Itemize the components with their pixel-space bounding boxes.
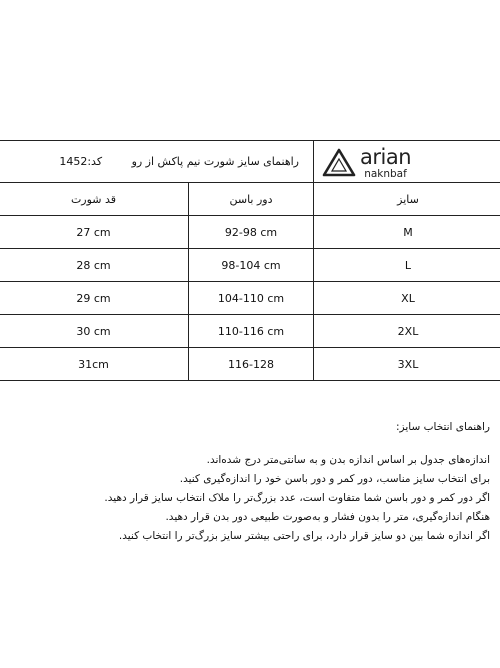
product-code: کد:1452 [59,155,103,168]
col-header-length: قد شورت [0,183,189,216]
size-chart [0,140,500,374]
cell-hip: 104-110 cm [189,282,314,315]
cell-length: 28 cm [0,249,189,282]
guide-line: اگر دور کمر و دور باسن شما متفاوت است، عدد بزرگ‌تر را ملاک انتخاب سایز قرار دهید. [104,492,490,504]
table-row [0,348,500,381]
cell-length: 29 cm [0,282,189,315]
cell-size: 3XL [314,348,500,381]
guide-line: هنگام اندازه‌گیری، متر را بدون فشار و به‌صورت طبیعی دور بدن قرار دهید. [165,511,490,523]
chart-title: راهنمای سایز شورت نیم پاکش از رو [131,155,299,168]
table-row [0,282,500,315]
guide-line: اگر اندازه شما بین دو سایز قرار دارد، برای راحتی بیشتر سایز بزرگ‌تر را انتخاب کنید. [118,530,490,542]
brand-logo [322,147,411,180]
cell-size: M [314,216,500,249]
guide-title: راهنمای انتخاب سایز: [396,421,490,433]
brand-subname: naknbaf [364,168,407,180]
brand-name: arian [360,145,412,169]
table-row [0,315,500,348]
column-header-row [0,183,500,216]
title-cell [0,141,314,183]
cell-size: L [314,249,500,282]
cell-length: 31cm [0,348,189,381]
cell-hip: 110-116 cm [189,315,314,348]
cell-hip: 98-104 cm [189,249,314,282]
guide-line: اندازه‌های جدول بر اساس اندازه بدن و به سانتی‌متر درج شده‌اند. [206,454,490,466]
cell-length: 30 cm [0,315,189,348]
cell-size: XL [314,282,500,315]
guide-line: برای انتخاب سایز مناسب، دور کمر و دور باسن خود را اندازه‌گیری کنید. [179,473,490,485]
table-row [0,216,500,249]
cell-hip: 92-98 cm [189,216,314,249]
cell-length: 27 cm [0,216,189,249]
size-guide [10,418,490,546]
logo-cell [314,141,500,183]
header-row [0,141,500,183]
cell-size: 2XL [314,315,500,348]
size-table [0,140,500,381]
col-header-hip: دور باسن [189,183,314,216]
cell-hip: 116-128 [189,348,314,381]
table-row [0,249,500,282]
brand-triangle-icon [322,148,356,178]
col-header-size: سایز [314,183,500,216]
